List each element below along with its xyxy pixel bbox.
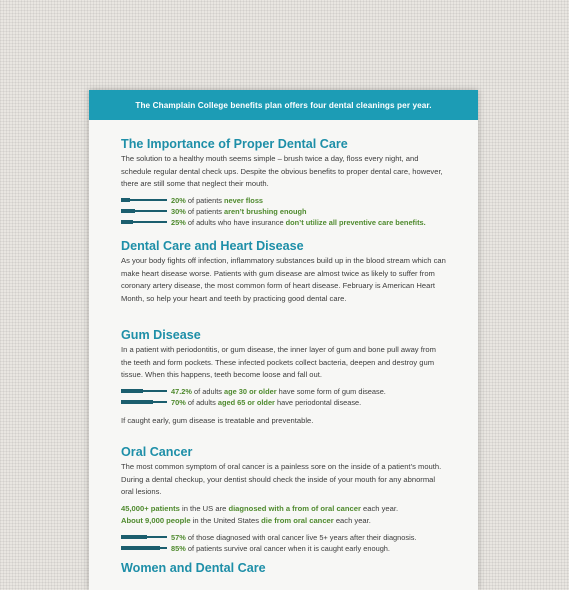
stat-text-end: have periodontal disease. — [274, 397, 362, 407]
fact-text: in the US are — [179, 503, 229, 513]
stat-bar — [121, 390, 167, 392]
stat-text: of those diagnosed with oral cancer live 5+ years after their diagnosis. — [185, 532, 417, 542]
section-title: Gum Disease — [121, 328, 201, 342]
stat-row — [121, 217, 447, 228]
section-body: As your body fights off infection, inflammatory substances build up in the blood stream which can make heart disease worse. Patients with gum disease are almost twice as likely to suffer from coronary artery disease, the most common form of heart disease. February is American Heart Month, so help your heart and teeth by practicing good dental care. — [121, 256, 446, 303]
stat-text: of adults — [191, 386, 225, 396]
fact-number: 45,000+ patients — [121, 503, 180, 513]
stat-bar — [121, 536, 167, 538]
section-title: Dental Care and Heart Disease — [121, 239, 304, 253]
stat-text: of patients survive oral cancer when it is caught early enough. — [185, 543, 390, 553]
stat-value: 30% — [171, 206, 186, 216]
section-dental-care — [121, 136, 447, 228]
stat-value: 70% — [171, 397, 186, 407]
stat-row — [121, 206, 447, 217]
banner: The Champlain College benefits plan offers four dental cleanings per year. — [89, 90, 478, 120]
stat-row — [121, 532, 447, 543]
fact-highlight: die from oral cancer — [261, 516, 334, 525]
section-body: In a patient with periodontitis, or gum disease, the inner layer of gum and bone pull away from the teeth and form pockets. These infected pockets collect bacteria, deepen and destroy gum tissue. When this happens, teeth become loose and fall out. — [121, 345, 436, 379]
fact-number: About 9,000 people — [121, 516, 191, 525]
section-body: The solution to a healthy mouth seems simple – brush twice a day, floss every night, and schedule regular dental check ups. Despite the obvious benefits to proper dental care, however, there are still some that neglect their mouth. — [121, 154, 443, 188]
section-note: If caught early, gum disease is treatable and preventable. — [121, 415, 314, 425]
section-gum-disease — [121, 327, 447, 427]
stat-value: 47.2% — [171, 386, 192, 396]
section-heart-disease — [121, 238, 447, 305]
stat-value: 57% — [171, 532, 186, 542]
stat-bar — [121, 401, 167, 403]
stat-value: 25% — [171, 217, 186, 227]
benefits-flyer — [89, 90, 478, 590]
stat-row — [121, 386, 447, 397]
section-oral-cancer — [121, 444, 447, 554]
fact-line — [121, 503, 447, 516]
stat-text: of adults — [185, 397, 218, 407]
section-body: The most common symptom of oral cancer is a painless sore on the inside of a patient’s mouth. During a dental checkup, your dentist should check the inside of your mouth for any abnormal oral lesions. — [121, 462, 442, 496]
stat-text: of patients — [185, 206, 225, 216]
stat-bar — [121, 221, 167, 223]
stat-row — [121, 543, 447, 554]
section-title: Oral Cancer — [121, 445, 193, 459]
stat-bar — [121, 210, 167, 212]
section-women-dental-care — [121, 560, 447, 576]
fact-text-end: each year. — [360, 503, 399, 513]
stat-text: of patients — [185, 195, 225, 205]
stat-highlight: aged 65 or older — [217, 397, 275, 407]
stat-value: 85% — [171, 543, 186, 553]
stat-text-end: have some form of gum disease. — [276, 386, 386, 396]
stat-highlight: don’t utilize all preventive care benefits. — [285, 217, 426, 227]
stat-row — [121, 397, 447, 408]
stat-value: 20% — [171, 195, 186, 205]
fact-text-end: each year. — [333, 516, 371, 525]
stat-highlight: aren’t brushing enough — [224, 206, 307, 216]
fact-text: in the United States — [190, 516, 262, 525]
fact-highlight: diagnosed with a from of oral cancer — [228, 503, 361, 513]
stat-highlight: never floss — [224, 195, 264, 205]
section-title: Women and Dental Care — [121, 561, 266, 575]
stat-row — [121, 195, 447, 206]
stat-text: of adults who have insurance — [185, 217, 286, 227]
stat-highlight: age 30 or older — [224, 386, 277, 396]
fact-line — [121, 515, 447, 528]
stat-bar — [121, 199, 167, 201]
section-title: The Importance of Proper Dental Care — [121, 137, 348, 151]
stat-bar — [121, 547, 167, 549]
